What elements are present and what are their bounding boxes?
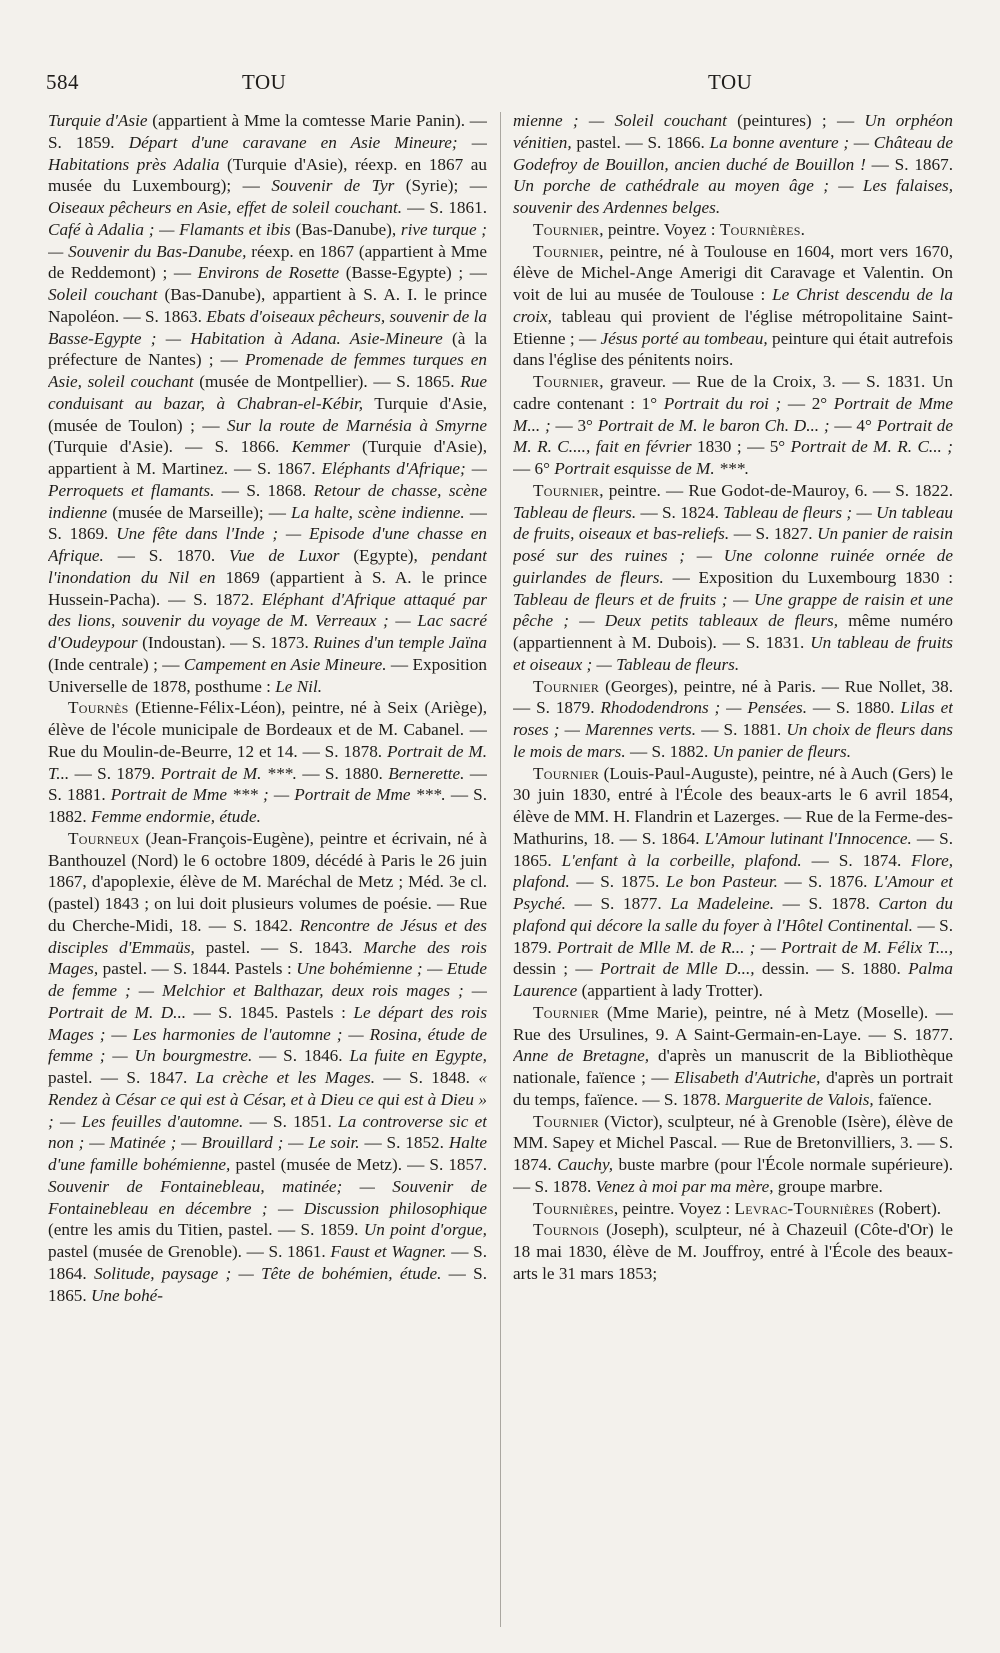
entry-text: groupe marbre. [773,1176,883,1196]
artwork-title: Un tableau de fruits et oiseaux ; — Tableau de fleurs. [513,633,953,674]
entry-text: — S. 1882. [625,741,713,761]
artwork-title: Souvenir de Fontainebleau, matinée; — Souvenir de Fontainebleau en décembre ; — Discussion philosophique [48,1176,487,1218]
artwork-title: La crèche et les Mages. [195,1068,376,1087]
artwork-title: Eléphants d'Afrique; — Perroquets et flamants. [48,459,487,500]
entry-text: peinture qui était autrefois dans l'église des pénitents noirs. [513,328,953,370]
entry-text: (Robert). [874,1198,942,1218]
entry-text: (entre les amis du Titien, pastel. — S. 1859. [48,1220,364,1240]
entry-text: (Basse-Egypte) ; — [339,263,487,283]
artwork-title: Marguerite de Valois, [724,1089,874,1109]
entry-name: Tournier [533,241,600,261]
artwork-title: Un point d'orgue, [363,1220,487,1240]
artwork-title: Portrait de Mlle D..., [599,959,755,979]
entry-text: (peintures) ; — [726,111,865,130]
artwork-title: Une bohé- [90,1285,164,1305]
entry-text: (Syrie); — [394,176,487,196]
entry-text: pastel. — S. 1866. [571,132,710,152]
artwork-title: Sur la route de Marnésia à Smyrne [227,415,487,435]
entry-text: (musée de Montpellier). — S. 1865. [193,372,461,391]
entry-text: — S. 1880. [807,698,901,718]
entry-text: même numéro (appartiennent à M. Dubois). — S. 1831. [513,611,953,652]
entry-text: buste marbre (pour l'École normale supérieure). — S. 1878. [513,1155,953,1196]
running-head-right: TOU [708,70,753,94]
entry-text: pastel (musée de Metz). — S. 1857. [230,1155,487,1174]
artwork-title: Kemmer [291,437,350,457]
entry-text: (musée de Marseille); — [107,502,292,522]
entry-tournier-toulouse [513,241,953,372]
entry-text: (Indoustan). — S. 1873. [137,633,314,652]
entry-text: dessin ; — [513,959,600,979]
entry-text: pastel. — S. 1847. [48,1068,196,1087]
artwork-title: Rue conduisant au bazar, à Chabran-el-Kébir, [48,372,487,413]
entry-tournieres [513,1198,953,1220]
artwork-title: Jésus porté au tombeau, [600,328,768,348]
entry-tournier-victor [513,1111,953,1198]
artwork-title: Anne de Bretagne, [513,1046,650,1066]
artwork-title: Le Nil. [275,676,323,696]
cross-reference: Tournières. [719,219,806,239]
artwork-title: Un panier de fleurs. [712,741,852,761]
entry-name: Tournier [533,1002,600,1022]
entry-text: — S. 1852. [359,1133,449,1153]
entry-name: Tournier [533,372,600,391]
artwork-title: Venez à moi par ma mère, [595,1176,774,1196]
entry-text: — 4° [829,415,877,435]
entry-text: (Turquie d'Asie), réexp. en 1867 au musée du Luxembourg); — [48,154,487,196]
entry-text: — S. 1845. Pastels : [186,1002,354,1022]
entry-text: pastel (musée de Grenoble). — S. 1861. [48,1242,331,1261]
artwork-title: Ruines d'un temple Jaïna [313,633,487,652]
entry-text: — S. 1875. [569,872,666,892]
artwork-title: La fuite en Egypte, [349,1046,487,1066]
entry-text: pastel. — S. 1843. [194,937,364,957]
artwork-title: La bonne aventure ; — Château de Godefroy de Bouillon, ancien duché de Bouillon ! [513,132,953,174]
artwork-title: Lilas et roses ; — Marennes verts. [513,698,953,739]
artwork-title: Portrait de Mlle M. de R... ; — Portrait de M. Félix T..., [556,937,953,957]
artwork-title: Le bon Pasteur. [665,872,778,892]
artwork-title: Départ d'une caravane en Asie Mineure; — Habitations près Adalia [48,132,487,174]
entry-text: — S. 1867. [865,154,953,174]
artwork-title: Portrait de M. T... [48,741,487,783]
entry-text: (Bas-Danube), [290,219,401,239]
entry-text: — S. 1879. [513,915,953,957]
artwork-title: Retour de chasse, scène indienne [48,480,487,522]
entry-tournois [513,1219,953,1284]
artwork-title: Cauchy, [557,1155,614,1174]
artwork-title: Faust et Wagner. [330,1242,447,1261]
entry-name: Tournier [533,763,600,783]
artwork-title: Marche des rois Mages, [48,937,487,979]
entry-name: Tournier [533,676,600,696]
artwork-title: pendant l'inondation du Nil en [48,546,487,587]
entry-tournier-marie [513,1002,953,1111]
entry-text: (Bas-Danube), appartient à S. A. I. le prince Napoléon. — S. 1863. [48,285,487,326]
artwork-title: Une bohémienne ; — Etude de femme ; — Melchior et Balthazar, deux rois mages ; — Portrait de M. D... [48,959,487,1022]
entry-text: (Mme Marie), peintre, né à Metz (Moselle). — Rue des Ursulines, 9. A Saint-Germain-en-Laye. — S. 1877. [513,1002,953,1044]
entry-text: — 3° [550,415,598,435]
entry-text: — S. 1851. [243,1111,339,1131]
entry-text: , peintre. Voyez : [613,1198,735,1218]
artwork-title: Un porche de cathédrale au moyen âge ; — Les falaises, souvenir des Ardennes belges. [513,176,953,217]
entry-name: Tourneux [68,828,140,848]
entry-text: — S. 1864. [48,1242,487,1283]
entry-text: — Exposition du Luxembourg 1830 : [663,567,953,587]
artwork-title: Portrait de Mme *** ; — Portrait de Mme ***. [110,785,446,805]
artwork-title: La halte, scène indienne. [291,502,465,522]
entry-text: — S. 1848. [375,1068,479,1087]
entry-name: Tournois [533,1220,600,1240]
artwork-title: Portrait de Mme M... ; [513,393,953,435]
artwork-title: Carton du plafond qui décore la salle du foyer à l'Hôtel Continental. [513,894,953,935]
entry-name: Tournès [68,698,129,718]
artwork-title: Femme endormie, étude. [90,807,261,826]
artwork-title: Un orphéon vénitien, [513,111,953,152]
entry-tournier-fleurs [513,480,953,676]
entry-tournes [48,697,487,828]
entry-text: 1869 (appartient à S. A. le prince Hussein-Pacha). — S. 1872. [48,567,487,609]
artwork-title: Portrait de M. le baron Ch. D... ; [597,415,830,435]
entry-text: — S. 1865. [48,1263,487,1305]
artwork-title: mienne ; — Soleil couchant [513,111,727,130]
entry-text: — 2° [781,393,834,413]
right-column [513,110,953,1640]
artwork-title: Campement en Asie Mineure. [183,654,387,674]
artwork-title: Portrait du roi ; [663,393,782,413]
artwork-title: Environs de Rosette [197,263,340,283]
entry-text: , peintre, né à Toulouse en 1604, mort vers 1670, élève de Michel-Ange Amerigi dit Caravage et Valentin. On voit de lui au musée de Toulouse : [513,241,953,304]
artwork-title: Café à Adalia ; — Flamants et ibis [48,219,291,239]
artwork-title: Tableau de fleurs. [513,502,637,522]
entry-text: — Exposition Universelle de 1878, posthume : [48,654,487,696]
artwork-title: rive turque ; — Souvenir du Bas-Danube, [48,219,487,261]
entry-text: (appartient à Mme la comtesse Marie Panin). — S. 1859. [48,111,487,152]
entry-text: (Etienne-Félix-Léon), peintre, né à Seix (Ariège), élève de l'école municipale de Bordeaux et de M. Cabanel. — Rue du Moulin-de-Beurre, 12 et 14. — S. 1878. [48,698,487,761]
artwork-title: Ebats d'oiseaux pêcheurs, souvenir de la Basse-Egypte ; — Habitation à Adana. Asie-Mineure [48,306,487,348]
artwork-title: Promenade de femmes turques en Asie, soleil couchant [48,350,487,391]
artwork-title: Portrait de M. R. C...., fait en février [513,415,953,457]
entry-text: — S. 1880. [296,763,389,783]
entry-text: dessin. — S. 1880. [754,959,909,979]
entry-text: — S. 1824. [636,502,724,522]
artwork-title: Un choix de fleurs dans le mois de mars. [513,720,953,761]
artwork-title: Portrait de M. ***. [160,763,297,783]
entry-text: — 6° [513,459,555,478]
artwork-title: Flore, plafond. [513,850,953,892]
entry-continuation [48,110,487,697]
entry-text: — S. 1878. [774,894,879,913]
entry-text: — S. 1865. [513,828,953,870]
entry-text: — S. 1861. [402,198,487,217]
artwork-title: Palma Laurence [513,959,953,1000]
artwork-title: La Madeleine. [670,894,775,913]
entry-text: (Jean-François-Eugène), peintre et écrivain, né à Banthouzel (Nord) le 6 octobre 1809, décédé à Paris le 26 juin 1867, d'apoplexie, élève de M. Maréchal de Metz ; Méd. 3e cl. (pastel) 1843 ; on lui doit plusieurs volumes de poésie. — Rue du Cherche-Midi, 18. — S. 1842. [48,828,487,935]
entry-tourneux [48,828,487,1307]
cross-reference: Levrac-Tournières [734,1198,875,1218]
entry-text: faïence. [873,1089,932,1109]
entry-text: (Turquie d'Asie), appartient à M. Martinez. — S. 1867. [48,437,487,478]
artwork-title: L'enfant à la corbeille, plafond. [561,850,802,870]
artwork-title: Rhododendrons ; — Pensées. [600,698,807,718]
entry-tournier-georges [513,676,953,763]
artwork-title: Eléphant d'Afrique attaqué par des lions, souvenir du voyage de M. Verreaux ; — Lac sacré d'Oudeypour [48,589,487,652]
entry-text: d'après un portrait du temps, faïence. — S. 1878. [513,1068,953,1109]
entry-text: — S. 1881. [48,763,487,805]
artwork-title: La controverse sic et non ; — Matinée ; — Brouillard ; — Le soir. [48,1111,487,1153]
artwork-title: L'Amour lutinant l'Innocence. [704,828,912,848]
entry-tournier-ref [513,219,953,241]
artwork-title: Portrait esquisse de M. ***. [554,459,750,478]
page-header [46,70,941,110]
entry-text: (Victor), sculpteur, né à Grenoble (Isère), élève de MM. Sapey et Michel Pascal. — Rue de Bretonvilliers, 3. — S. 1874. [513,1111,953,1174]
entry-text: — S. 1879. [69,763,161,783]
artwork-title: Une fête dans l'Inde ; — Episode d'une chasse en Afrique. [48,524,487,565]
artwork-title: Rencontre de Jésus et des disciples d'Emmaüs, [48,915,487,957]
entry-text: — S. 1877. [565,894,671,913]
artwork-title: Le départ des rois Mages ; — Les harmonies de l'automne ; — Rosina, étude de femme ; — Un bourgmestre. [48,1002,487,1066]
artwork-title: Solitude, paysage ; — Tête de bohémien, étude. [93,1263,442,1283]
artwork-title: L'Amour et Psyché. [513,872,953,913]
running-head-left: TOU [242,70,287,94]
entry-text: (appartient à lady Trotter). [577,981,763,1000]
entry-text: (Louis-Paul-Auguste), peintre, né à Auch (Gers) le 30 juin 1830, entré à l'École des beaux-arts le 6 avril 1854, élève de MM. H. Flandrin et Lazerges. — Rue de la Ferme-des-Mathurins, 18. — S. 1864. [513,763,953,848]
artwork-title: Bernerette. [388,763,465,783]
entry-continuation [513,110,953,219]
entry-text: (Georges), peintre, né à Paris. — Rue Nollet, 38. — S. 1879. [513,676,953,718]
entry-text: d'après un manuscrit de la Bibliothèque nationale, faïence ; — [513,1046,953,1087]
entry-text: — S. 1868. [214,480,314,500]
entry-text: — S. 1882. [48,785,487,826]
artwork-title: Halte d'une famille bohémienne, [48,1133,487,1174]
entry-text: , peintre. — Rue Godot-de-Mauroy, 6. — S. 1822. [599,480,953,500]
artwork-title: Vue de Luxor [229,546,340,565]
artwork-title: Souvenir de Tyr [271,176,395,196]
entry-text: , peintre. Voyez : [599,219,720,239]
page-number: 584 [46,70,79,94]
entry-text: — S. 1881. [696,720,787,739]
entry-text: , graveur. — Rue de la Croix, 3. — S. 1831. Un cadre contenant : 1° [513,372,953,413]
entry-text: (Turquie d'Asie). — S. 1866. [48,437,292,457]
entry-text: (Egypte), [339,546,432,565]
entry-tournier-louis [513,763,953,1002]
entry-text: — S. 1827. [729,524,818,544]
entry-name: Tournier [533,219,600,239]
entry-text: (Inde centrale) ; — [48,654,184,674]
artwork-title: Elisabeth d'Autriche, [674,1068,821,1087]
artwork-title: Le Christ descendu de la croix, [513,285,953,326]
artwork-title: Soleil couchant [48,285,158,304]
entry-text: — S. 1870. [103,546,230,565]
entry-text: Turquie d'Asie, (musée de Toulon) ; — [48,393,487,435]
entry-tournier-graveur [513,371,953,480]
artwork-title: Turquie d'Asie [48,111,148,130]
artwork-title: Portrait de M. R. C... ; [790,437,953,457]
artwork-title: Oiseaux pêcheurs en Asie, effet de soleil couchant. [48,198,403,217]
left-column [48,110,487,1640]
entry-text: 1830 ; — 5° [691,437,791,457]
entry-text: réexp. en 1867 (appartient à Mme de Reddemont) ; — [48,241,487,283]
artwork-title: Un panier de raisin posé sur des ruines ; — Une colonne ruinée ornée de guirlandes de fleurs. [513,524,953,587]
entry-text: (à la préfecture de Nantes) ; — [48,328,487,370]
entry-text: (Joseph), sculpteur, né à Chazeuil (Côte-d'Or) le 18 mai 1830, élève de M. Jouffroy, entré à l'École des beaux-arts le 31 mars 1853; [513,1220,953,1283]
artwork-title: Tableau de fleurs ; — Un tableau de fruits, oiseaux et bas-reliefs. [513,502,953,544]
artwork-title: « Rendez à César ce qui est à César, et à Dieu ce qui est à Dieu » ; — Les feuilles d'automne. [48,1068,487,1131]
entry-name: Tournier [533,1111,600,1131]
entry-name: Tournier [533,480,600,500]
column-divider [500,112,501,1627]
artwork-title: Tableau de fleurs et de fruits ; — Une grappe de raisin et une pêche ; — Deux petits tableaux de fleurs, [513,589,953,631]
entry-name: Tournières [533,1198,614,1218]
entry-text: — S. 1869. [48,502,487,544]
entry-text: — S. 1846. [252,1046,350,1066]
entry-text: tableau qui provient de l'église métropolitaine Saint-Etienne ; — [513,306,953,348]
entry-text: — S. 1874. [801,850,912,870]
entry-text: pastel. — S. 1844. Pastels : [98,959,297,979]
entry-text: — S. 1876. [777,872,874,892]
